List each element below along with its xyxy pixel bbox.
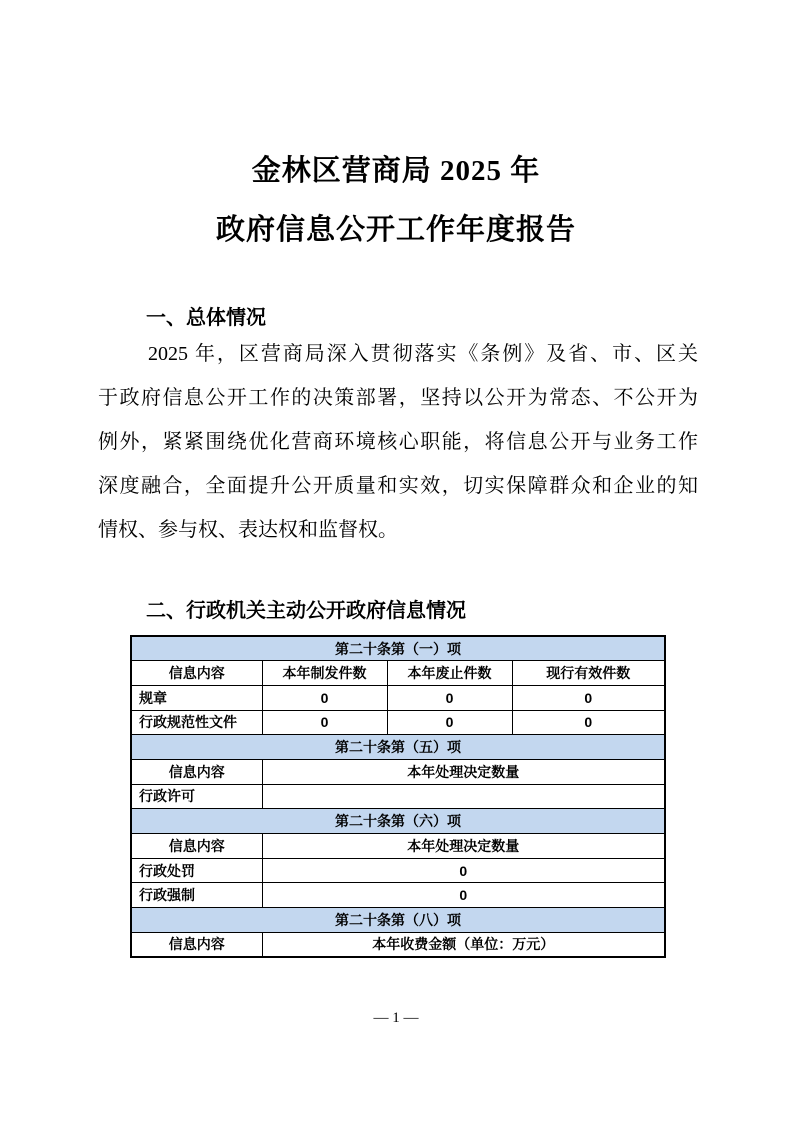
table-band-row: [131, 636, 665, 661]
table-header-cell: 本年处理决定数量: [262, 834, 665, 859]
table-value-cell: 0: [262, 685, 387, 710]
paragraph-line: 于政府信息公开工作的决策部署，坚持以公开为常态、不公开为: [98, 387, 698, 409]
title-line-1: 金林区营商局 2025 年: [251, 155, 541, 187]
table-header-cell: 信息内容: [131, 834, 262, 859]
table-header-cell: 信息内容: [131, 759, 262, 784]
table-band-row: [131, 809, 665, 834]
page-number: — 1 —: [373, 1010, 419, 1026]
section-1-heading: 一、总体情况: [146, 307, 266, 329]
table-data-row: [131, 883, 665, 908]
table-row-label: 行政强制: [131, 883, 262, 908]
table-header-cell: 信息内容: [131, 661, 262, 686]
paragraph-line: 深度融合，全面提升公开质量和实效，切实保障群众和企业的知: [98, 475, 698, 497]
table-row-label: 行政规范性文件: [131, 710, 262, 735]
table-band-cell: 第二十条第（五）项: [131, 735, 665, 760]
table-data-row: [131, 858, 665, 883]
table-data-row: [131, 784, 665, 809]
table-header-cell: 本年处理决定数量: [262, 759, 665, 784]
section-1-paragraph: [98, 332, 698, 552]
table-value-cell: 0: [262, 710, 387, 735]
table-header-cell: 本年制发件数: [262, 661, 387, 686]
disclosure-table: [130, 635, 666, 958]
paragraph-line: 2025 年，区营商局深入贯彻落实《条例》及省、市、区关: [148, 343, 698, 365]
table-band-row: [131, 735, 665, 760]
section-2-heading: 二、行政机关主动公开政府信息情况: [146, 600, 466, 622]
table-band-row: [131, 908, 665, 933]
table-value-cell: 0: [512, 710, 665, 735]
table-value-cell: 0: [262, 858, 665, 883]
table-value-cell: 0: [387, 710, 512, 735]
document-title: [96, 142, 696, 260]
table-row-label: 规章: [131, 685, 262, 710]
table-header-row: [131, 661, 665, 686]
table-header-cell: 本年废止件数: [387, 661, 512, 686]
table-header-cell: 本年收费金额（单位：万元）: [262, 932, 665, 957]
table-header-row: [131, 932, 665, 957]
table-header-cell: 现行有效件数: [512, 661, 665, 686]
table-value-cell: 0: [387, 685, 512, 710]
table-band-cell: 第二十条第（八）项: [131, 908, 665, 933]
table-band-cell: 第二十条第（六）项: [131, 809, 665, 834]
paragraph-line: 例外，紧紧围绕优化营商环境核心职能，将信息公开与业务工作: [98, 431, 698, 453]
table-row-label: 行政许可: [131, 784, 262, 809]
title-line-2: 政府信息公开工作年度报告: [215, 214, 576, 246]
table-data-row: [131, 685, 665, 710]
paragraph-line: 情权、参与权、表达权和监督权。: [98, 519, 398, 541]
table-data-row: [131, 710, 665, 735]
table-value-cell: 0: [512, 685, 665, 710]
table-value-cell: 0: [262, 883, 665, 908]
table-row-label: 行政处罚: [131, 858, 262, 883]
table-band-cell: 第二十条第（一）项: [131, 636, 665, 661]
table-header-row: [131, 759, 665, 784]
table-value-cell: [262, 784, 665, 809]
table-header-row: [131, 834, 665, 859]
table-header-cell: 信息内容: [131, 932, 262, 957]
